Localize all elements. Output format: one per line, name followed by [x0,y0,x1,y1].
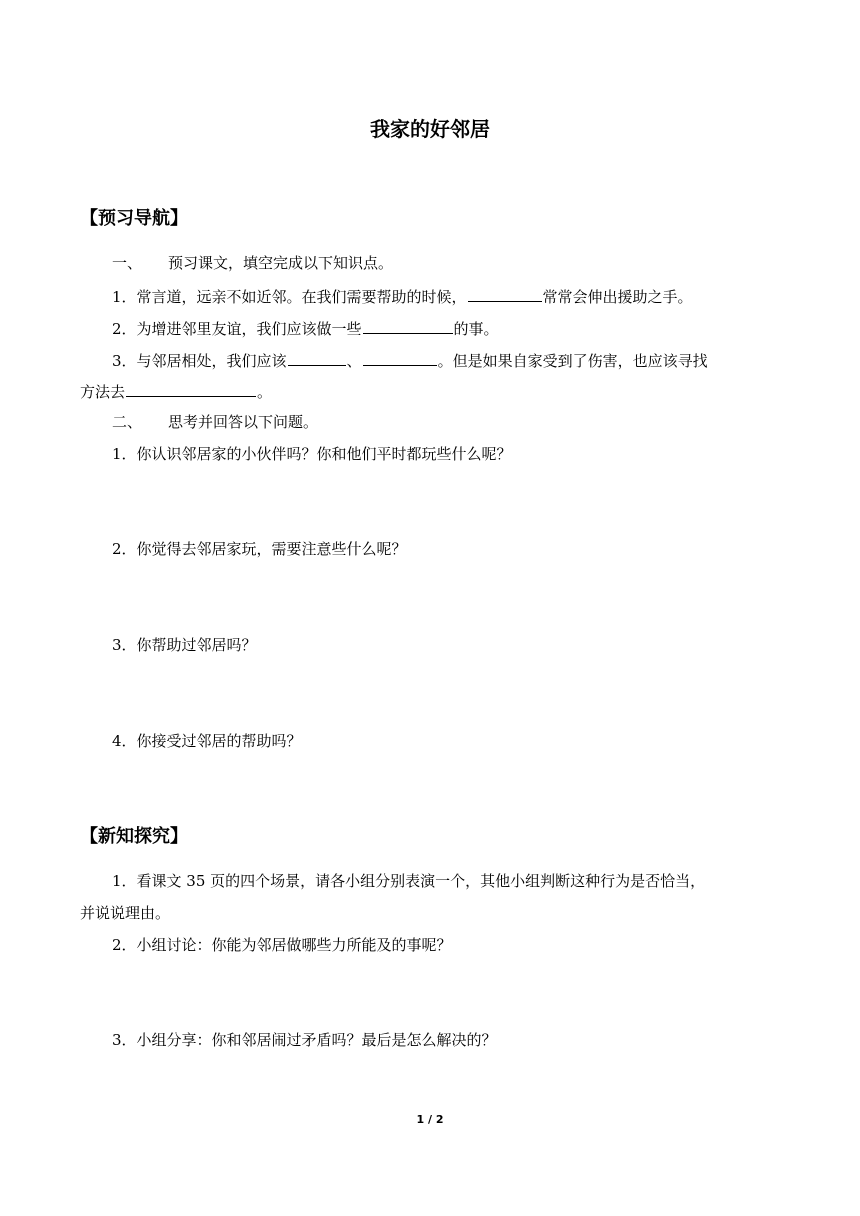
think-question-1: 1．你认识邻居家的小伙伴吗？你和他们平时都玩些什么呢？ [112,445,512,463]
part-two-instruction [112,411,784,433]
answer-blank-2[interactable] [363,317,453,334]
fill-question-3-continued [80,380,784,403]
section-heading-preview: 【预习导航】 [80,208,188,229]
answer-blank-1[interactable] [468,285,542,302]
think-question-4: 4．你接受过邻居的帮助吗？ [112,732,302,750]
part-one-text: 预习课文，填空完成以下知识点。 [168,254,394,272]
part-two-marker: 二、 [112,413,143,431]
fill-question-3-text-b: 。但是如果自家受到了伤害，也应该寻找 [437,352,708,370]
section-heading-explore: 【新知探究】 [80,826,188,847]
fill-question-1-text-b: 常常会伸出援助之手。 [542,288,693,306]
part-one-instruction [112,252,784,274]
part-two-text: 思考并回答以下问题。 [168,413,319,431]
think-question-2: 2．你觉得去邻居家玩，需要注意些什么呢？ [112,540,407,558]
explore-question-1-continued: 并说说理由。 [80,904,171,922]
fill-question-2-text-b: 的事。 [453,320,499,338]
fill-question-2-text-a: 2．为增进邻里友谊，我们应该做一些 [112,320,362,338]
page-title: 我家的好邻居 [370,117,490,141]
fill-question-1 [112,285,784,308]
fill-question-3-text-d: 。 [257,383,273,401]
explore-question-2: 2．小组讨论：你能为邻居做哪些力所能及的事呢？ [112,936,452,954]
part-one-marker: 一、 [112,254,143,272]
fill-question-3-text-a: 3．与邻居相处，我们应该 [112,352,287,370]
explore-question-1: 1．看课文 35 页的四个场景，请各小组分别表演一个，其他小组判断这种行为是否恰当， [112,872,706,890]
fill-question-3-separator: 、 [346,352,362,370]
explore-question-3: 3．小组分享：你和邻居闹过矛盾吗？最后是怎么解决的？ [112,1031,497,1049]
fill-question-1-text-a: 1．常言道，远亲不如近邻。在我们需要帮助的时候， [112,288,467,306]
answer-blank-3a[interactable] [288,349,346,366]
think-question-3: 3．你帮助过邻居吗？ [112,636,257,654]
fill-question-2 [112,317,784,340]
page-number: 1 / 2 [416,1113,444,1126]
answer-blank-3c[interactable] [126,380,256,397]
answer-blank-3b[interactable] [363,349,437,366]
fill-question-3-text-c: 方法去 [80,383,126,401]
fill-question-3 [112,349,784,372]
